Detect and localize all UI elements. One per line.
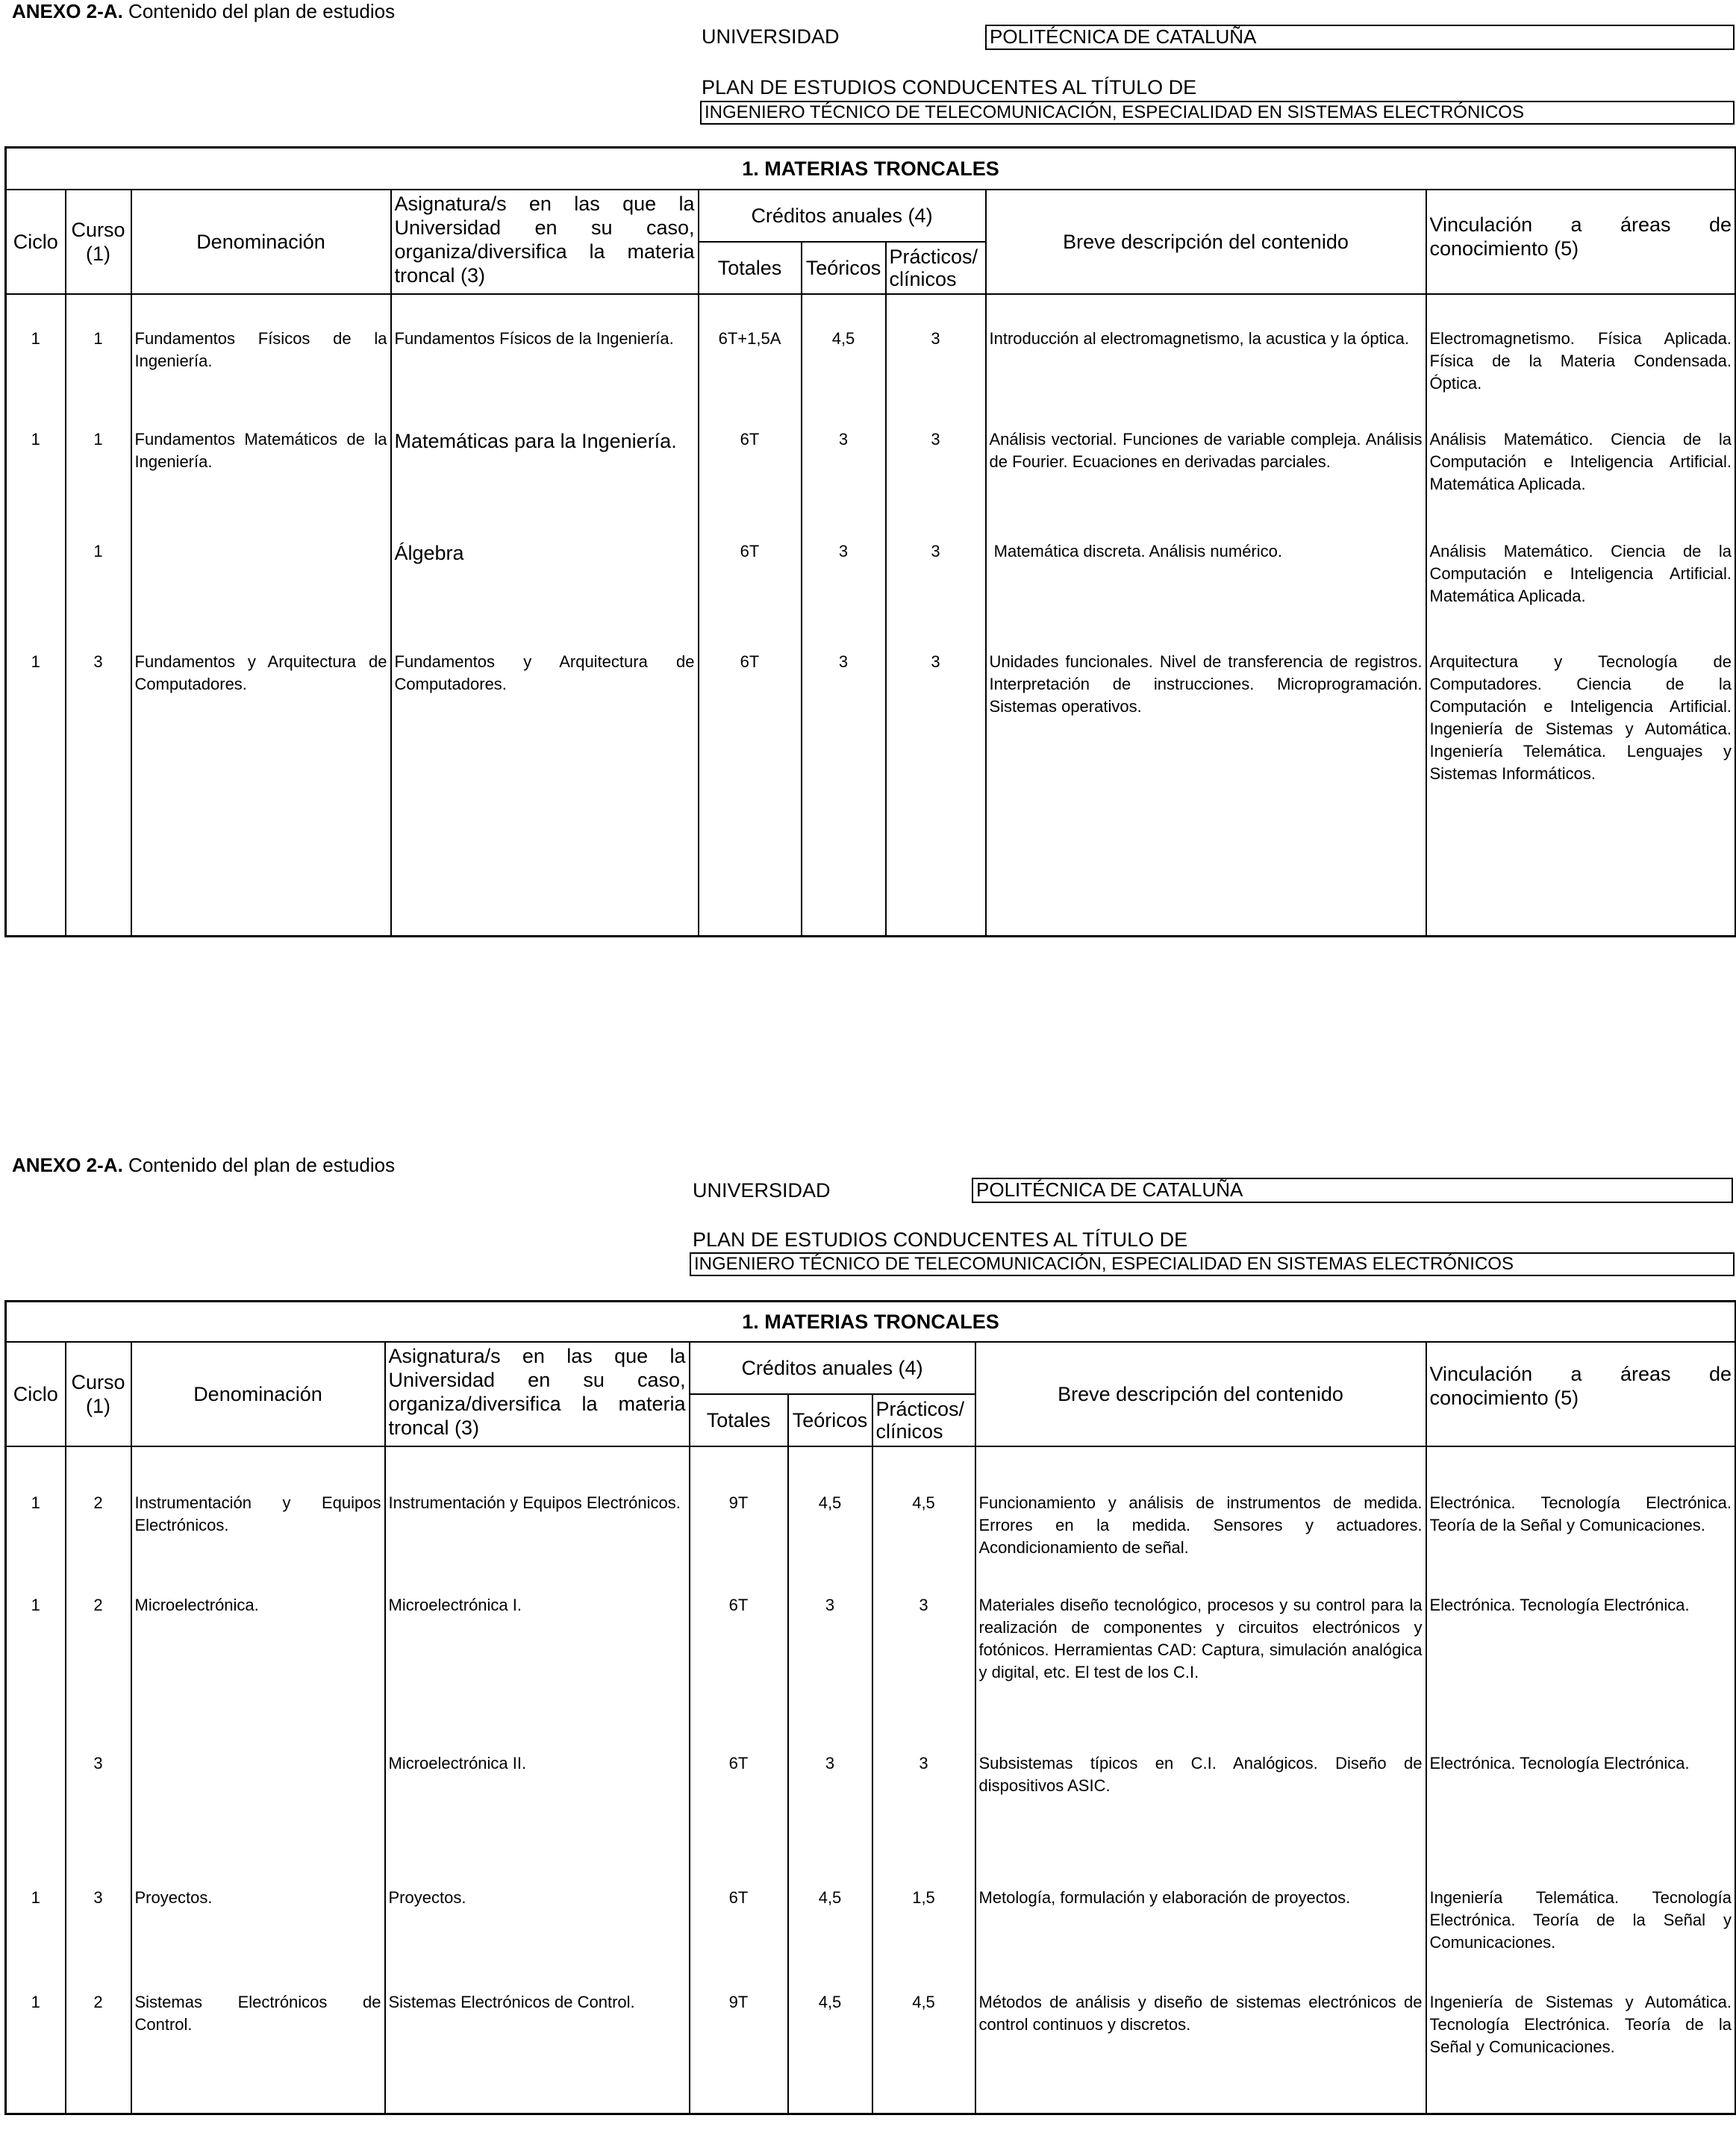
cell-denominacion: Proyectos.: [134, 1887, 213, 1907]
cell-descripcion: Funcionamiento y análisis de instrumentos de medida. Errores en la medida. Sensores y actuadores. Acondicionamiento de señal.: [978, 1493, 1423, 1557]
cell-totales: 6T: [699, 428, 802, 540]
cell-denominacion: Fundamentos Físicos de la Ingeniería.: [134, 328, 387, 370]
header-descripcion: Breve descripción del contenido: [986, 190, 1426, 294]
cell-vinculacion: Análisis Matemático. Ciencia de la Computación e Inteligencia Artificial. Matemática Aplicada.: [1429, 541, 1732, 605]
cell-asignatura: Instrumentación y Equipos Electrónicos.: [388, 1493, 681, 1512]
header-teoricos: Teóricos: [788, 1394, 872, 1446]
header-curso: Curso (1): [66, 1342, 131, 1446]
university-label-2: UNIVERSIDAD: [693, 1179, 831, 1202]
cell-descripcion: Subsistemas típicos en C.I. Analógicos. Diseño de dispositivos ASIC.: [978, 1753, 1423, 1795]
header-descripcion: Breve descripción del contenido: [975, 1342, 1426, 1446]
cell-curso: 3: [66, 1887, 131, 1991]
header-vinculacion: Vinculación a áreas de conocimiento (5): [1426, 190, 1736, 294]
cell-vinculacion: Análisis Matemático. Ciencia de la Computación e Inteligencia Artificial. Matemática Aplicada.: [1429, 429, 1732, 493]
cell-teoricos: 4,5: [788, 1887, 872, 1991]
cell-totales: 6T: [690, 1594, 788, 1752]
cell-teoricos: 3: [802, 428, 886, 540]
cell-totales: 9T: [690, 1991, 788, 2114]
cell-totales: 6T: [699, 540, 802, 651]
cell-practicos: 3: [886, 651, 986, 937]
cell-curso: 3: [66, 1752, 131, 1887]
cell-ciclo: 1: [6, 1991, 66, 2114]
cell-teoricos: 3: [788, 1594, 872, 1752]
cell-teoricos: 3: [788, 1752, 872, 1887]
cell-descripcion: Matemática discreta. Análisis numérico.: [989, 541, 1282, 560]
cell-asignatura: Matemáticas para la Ingeniería.: [394, 429, 677, 452]
cell-denominacion: Instrumentación y Equipos Electrónicos.: [134, 1493, 381, 1534]
cell-curso: 3: [66, 651, 131, 937]
cell-vinculacion: Electromagnetismo. Física Aplicada. Física de la Materia Condensada. Óptica.: [1429, 328, 1732, 393]
cell-curso: 1: [66, 540, 131, 651]
cell-curso: 2: [66, 1991, 131, 2114]
header-curso: Curso (1): [66, 190, 131, 294]
plan-value-1: INGENIERO TÉCNICO DE TELECOMUNICACIÓN, ESPECIALIDAD EN SISTEMAS ELECTRÓNICOS: [700, 101, 1735, 125]
cell-practicos: 3: [886, 294, 986, 428]
cell-totales: 6T: [690, 1887, 788, 1991]
table-row: [6, 1752, 1736, 1887]
header-asignatura: Asignatura/s en las que la Universidad en su caso, organiza/diversifica la materia troncal (3): [385, 1342, 690, 1446]
cell-practicos: 1,5: [872, 1887, 975, 1991]
cell-denominacion: Fundamentos Matemáticos de la Ingeniería.: [134, 429, 387, 471]
cell-teoricos: 4,5: [788, 1446, 872, 1594]
cell-teoricos: 4,5: [788, 1991, 872, 2114]
header-teoricos: Teóricos: [802, 242, 886, 294]
cell-practicos: 4,5: [872, 1446, 975, 1594]
university-label-1: UNIVERSIDAD: [702, 25, 840, 48]
cell-asignatura: Microelectrónica II.: [388, 1753, 527, 1773]
cell-ciclo: 1: [6, 1446, 66, 1594]
header-totales: Totales: [699, 242, 802, 294]
cell-vinculacion: Ingeniería Telemática. Tecnología Electrónica. Teoría de la Señal y Comunicaciones.: [1429, 1887, 1732, 1952]
plan-label-2: PLAN DE ESTUDIOS CONDUCENTES AL TÍTULO DE: [693, 1228, 1188, 1251]
cell-denominacion: Sistemas Electrónicos de Control.: [134, 1992, 381, 2034]
cell-teoricos: 3: [802, 540, 886, 651]
header-totales: Totales: [690, 1394, 788, 1446]
cell-curso: 2: [66, 1594, 131, 1752]
cell-descripcion: Métodos de análisis y diseño de sistemas electrónicos de control continuos y discretos.: [978, 1992, 1423, 2034]
cell-descripcion: Análisis vectorial. Funciones de variable compleja. Análisis de Fourier. Ecuaciones en derivadas parciales.: [989, 429, 1423, 471]
cell-practicos: 3: [886, 540, 986, 651]
cell-ciclo: 1: [6, 294, 66, 428]
cell-denominacion: Fundamentos y Arquitectura de Computadores.: [134, 652, 387, 693]
cell-totales: 6T: [699, 651, 802, 937]
cell-vinculacion: Electrónica. Tecnología Electrónica.: [1429, 1753, 1690, 1773]
cell-descripcion: Introducción al electromagnetismo, la acustica y la óptica.: [989, 328, 1410, 348]
header-practicos: Prácticos/ clínicos: [886, 242, 986, 294]
cell-descripcion: Metología, formulación y elaboración de proyectos.: [978, 1887, 1351, 1907]
cell-asignatura: Álgebra: [394, 541, 464, 564]
cell-asignatura: Fundamentos Físicos de la Ingeniería.: [394, 328, 674, 348]
cell-ciclo: 1: [6, 1594, 66, 1752]
cell-ciclo: 1: [6, 428, 66, 540]
table-row: [6, 1446, 1736, 1594]
section-title-1: 1. MATERIAS TRONCALES: [6, 148, 1736, 190]
cell-totales: 9T: [690, 1446, 788, 1594]
cell-teoricos: 4,5: [802, 294, 886, 428]
cell-vinculacion: Ingeniería de Sistemas y Automática. Tecnología Electrónica. Teoría de la Señal y Comunicaciones.: [1429, 1992, 1732, 2056]
cell-totales: 6T+1,5A: [699, 294, 802, 428]
table-row: [6, 294, 1736, 428]
table-row: [6, 651, 1736, 937]
header-vinculacion: Vinculación a áreas de conocimiento (5): [1426, 1342, 1736, 1446]
section-title-2: 1. MATERIAS TRONCALES: [6, 1302, 1736, 1342]
cell-vinculacion: Electrónica. Tecnología Electrónica.: [1429, 1595, 1690, 1614]
header-ciclo: Ciclo: [6, 190, 66, 294]
cell-denominacion: Microelectrónica.: [134, 1595, 259, 1614]
cell-asignatura: Fundamentos y Arquitectura de Computadores.: [394, 652, 695, 693]
annex-heading-1: ANEXO 2-A. Contenido del plan de estudios: [12, 0, 396, 22]
troncales-table-2: [4, 1300, 1736, 2115]
cell-practicos: 4,5: [872, 1991, 975, 2114]
cell-asignatura: Microelectrónica I.: [388, 1595, 522, 1614]
header-creditos: Créditos anuales (4): [690, 1342, 975, 1394]
plan-value-2: INGENIERO TÉCNICO DE TELECOMUNICACIÓN, ESPECIALIDAD EN SISTEMAS ELECTRÓNICOS: [690, 1252, 1735, 1276]
cell-vinculacion: Arquitectura y Tecnología de Computadores. Ciencia de la Computación e Inteligencia Artificial. Ingeniería de Sistemas y Automática. Ingeniería Telemática. Lenguajes y Sistemas Informáticos.: [1429, 652, 1732, 783]
university-value-1: POLITÉCNICA DE CATALUÑA: [985, 25, 1735, 50]
header-ciclo: Ciclo: [6, 1342, 66, 1446]
table-row: [6, 540, 1736, 651]
table-row: [6, 1991, 1736, 2114]
cell-ciclo: 1: [6, 1887, 66, 1991]
table-row: [6, 428, 1736, 540]
cell-curso: 2: [66, 1446, 131, 1594]
cell-practicos: 3: [872, 1594, 975, 1752]
plan-label-1: PLAN DE ESTUDIOS CONDUCENTES AL TÍTULO DE: [702, 76, 1197, 99]
header-asignatura: Asignatura/s en las que la Universidad en su caso, organiza/diversifica la materia troncal (3): [391, 190, 699, 294]
header-practicos: Prácticos/ clínicos: [872, 1394, 975, 1446]
annex-heading-2: ANEXO 2-A. Contenido del plan de estudios: [12, 1154, 396, 1176]
header-denominacion: Denominación: [131, 190, 391, 294]
table-row: [6, 1887, 1736, 1991]
cell-teoricos: 3: [802, 651, 886, 937]
cell-asignatura: Sistemas Electrónicos de Control.: [388, 1992, 635, 2011]
cell-curso: 1: [66, 428, 131, 540]
cell-asignatura: Proyectos.: [388, 1887, 466, 1907]
troncales-table-1: [4, 146, 1736, 937]
cell-practicos: 3: [886, 428, 986, 540]
cell-ciclo: 1: [6, 651, 66, 937]
table-row: [6, 1594, 1736, 1752]
cell-ciclo: [6, 1752, 66, 1887]
cell-practicos: 3: [872, 1752, 975, 1887]
cell-descripcion: Materiales diseño tecnológico, procesos y su control para la realización de componentes y circuitos electrónicos y fotónicos. Herramientas CAD: Captura, simulación analógica y digital, etc. El test de los C.I.: [978, 1595, 1423, 1681]
cell-vinculacion: Electrónica. Tecnología Electrónica. Teoría de la Señal y Comunicaciones.: [1429, 1493, 1732, 1534]
cell-ciclo: [6, 540, 66, 651]
header-denominacion: Denominación: [131, 1342, 385, 1446]
university-value-2: POLITÉCNICA DE CATALUÑA: [972, 1178, 1733, 1203]
cell-curso: 1: [66, 294, 131, 428]
header-creditos: Créditos anuales (4): [699, 190, 986, 242]
cell-totales: 6T: [690, 1752, 788, 1887]
cell-descripcion: Unidades funcionales. Nivel de transferencia de registros. Interpretación de instrucciones. Microprogramación. Sistemas operativos.: [989, 652, 1423, 716]
